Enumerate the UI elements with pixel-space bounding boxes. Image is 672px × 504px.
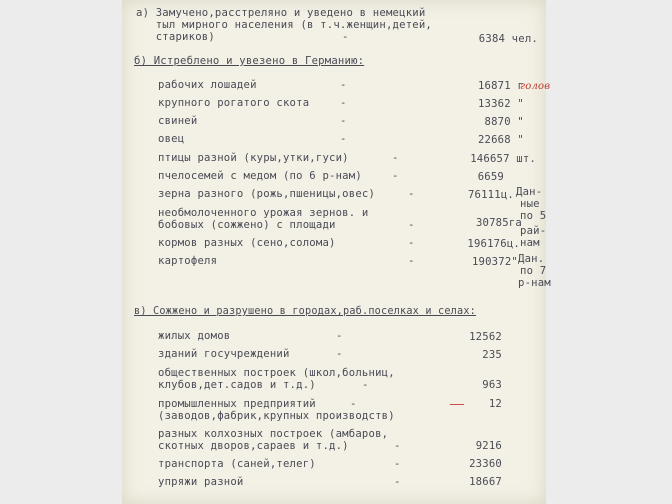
livestock-row-label: необмолоченного урожая зернов. и — [158, 207, 369, 219]
damage-row-label-2: клубов,дет.садов и т.д.) — [158, 379, 316, 391]
margin-note: по 5 — [520, 210, 547, 222]
section-a-line-1: а) Замучено,расстреляно и уведено в немецкий — [136, 7, 426, 19]
livestock-row-value: 8870 " — [484, 116, 524, 128]
damage-row-label: промышленных предприятий — [158, 398, 316, 410]
section-c-heading: в) Сожжено и разрушено в городах,раб.поселках и селах: — [134, 306, 477, 317]
section-a-line-2: тыл мирного населения (в т.ч.женщин,детей, — [136, 19, 433, 31]
damage-row-label-2: скотных дворов,сараев и т.д.) — [158, 440, 349, 452]
row-dash: - — [340, 133, 347, 145]
livestock-row-value: 30785га — [475, 217, 522, 229]
damage-row-label-2: (заводов,фабрик,крупных производств) — [158, 410, 395, 422]
document-page — [122, 0, 551, 504]
row-dash: - — [340, 115, 347, 127]
livestock-row-label-2: бобовых (сожжено) с площади — [158, 219, 336, 231]
section-b-heading: б) Истреблено и увезено в Германию: — [134, 55, 365, 67]
row-dash: - — [336, 330, 343, 342]
row-dash: - — [392, 152, 399, 164]
margin-note: нам — [520, 237, 540, 249]
damage-row-label: зданий госучреждений — [158, 348, 290, 360]
damage-row-value: 23360 — [469, 458, 502, 470]
damage-row-value: 235 — [482, 349, 502, 361]
section-a-line-3: стариков) — [136, 31, 215, 43]
row-dash: - — [408, 255, 415, 267]
handwritten-note: голов — [520, 81, 551, 92]
livestock-row-label: свиней — [158, 115, 198, 127]
livestock-row-value: 22668 " — [477, 134, 524, 146]
row-dash: - — [408, 237, 415, 249]
livestock-row-label: рабочих лошадей — [158, 79, 257, 91]
livestock-row-label: птицы разной (куры,утки,гуси) — [158, 152, 349, 164]
damage-row-label: транспорта (саней,телег) — [158, 458, 316, 470]
row-dash: - — [336, 348, 343, 360]
margin-note: по 7 — [520, 265, 547, 277]
livestock-row-label: овец — [158, 133, 185, 145]
row-dash: - — [362, 379, 369, 391]
damage-row-value: 18667 — [469, 476, 502, 488]
row-dash: - — [408, 188, 415, 200]
damage-row-label: общественных построек (школ,больниц, — [158, 367, 395, 379]
livestock-row-label: кормов разных (сено,солома) — [158, 237, 336, 249]
livestock-row-label: пчелосемей с медом (по 6 р-нам) — [158, 170, 362, 182]
damage-row-label: разных колхозных построек (амбаров, — [158, 428, 389, 440]
livestock-row-label: зерна разного (рожь,пшеницы,овес) — [158, 188, 376, 200]
row-dash: - — [394, 476, 401, 488]
livestock-row-value: 16871 г — [477, 80, 524, 92]
row-dash: - — [340, 79, 347, 91]
damage-row-value: 12 — [488, 398, 502, 410]
livestock-row-value: 146657 шт. — [470, 153, 536, 165]
margin-note: ные — [520, 198, 540, 210]
damage-row-label: жилых домов — [158, 330, 231, 342]
row-dash: - — [394, 440, 401, 452]
row-dash: - — [350, 398, 357, 410]
margin-note: рай- — [520, 225, 547, 237]
damage-row-value: 9216 — [475, 440, 502, 452]
row-dash: - — [394, 458, 401, 470]
row-dash: - — [392, 170, 399, 182]
damage-row-value: 12562 — [469, 331, 502, 343]
row-dash: - — [340, 97, 347, 109]
margin-note: Дан. — [518, 253, 545, 265]
margin-note: Дан- — [516, 186, 543, 198]
livestock-row-value: 13362 " — [477, 98, 524, 110]
livestock-row-label: картофеля — [158, 255, 218, 267]
livestock-row-value: 76111ц. — [467, 189, 514, 201]
row-dash: - — [408, 219, 415, 231]
margin-note: р-нам — [518, 277, 551, 289]
livestock-row-value: 196176ц. — [467, 238, 520, 250]
section-a-dash: - — [342, 31, 349, 43]
livestock-row-value: 190372" — [471, 256, 518, 268]
livestock-row-value: 6659 — [477, 171, 504, 183]
section-a-value: 6384 чел. — [478, 33, 538, 45]
livestock-row-label: крупного рогатого скота — [158, 97, 310, 109]
damage-row-label: упряжи разной — [158, 476, 244, 488]
damage-row-value: 963 — [482, 379, 502, 391]
